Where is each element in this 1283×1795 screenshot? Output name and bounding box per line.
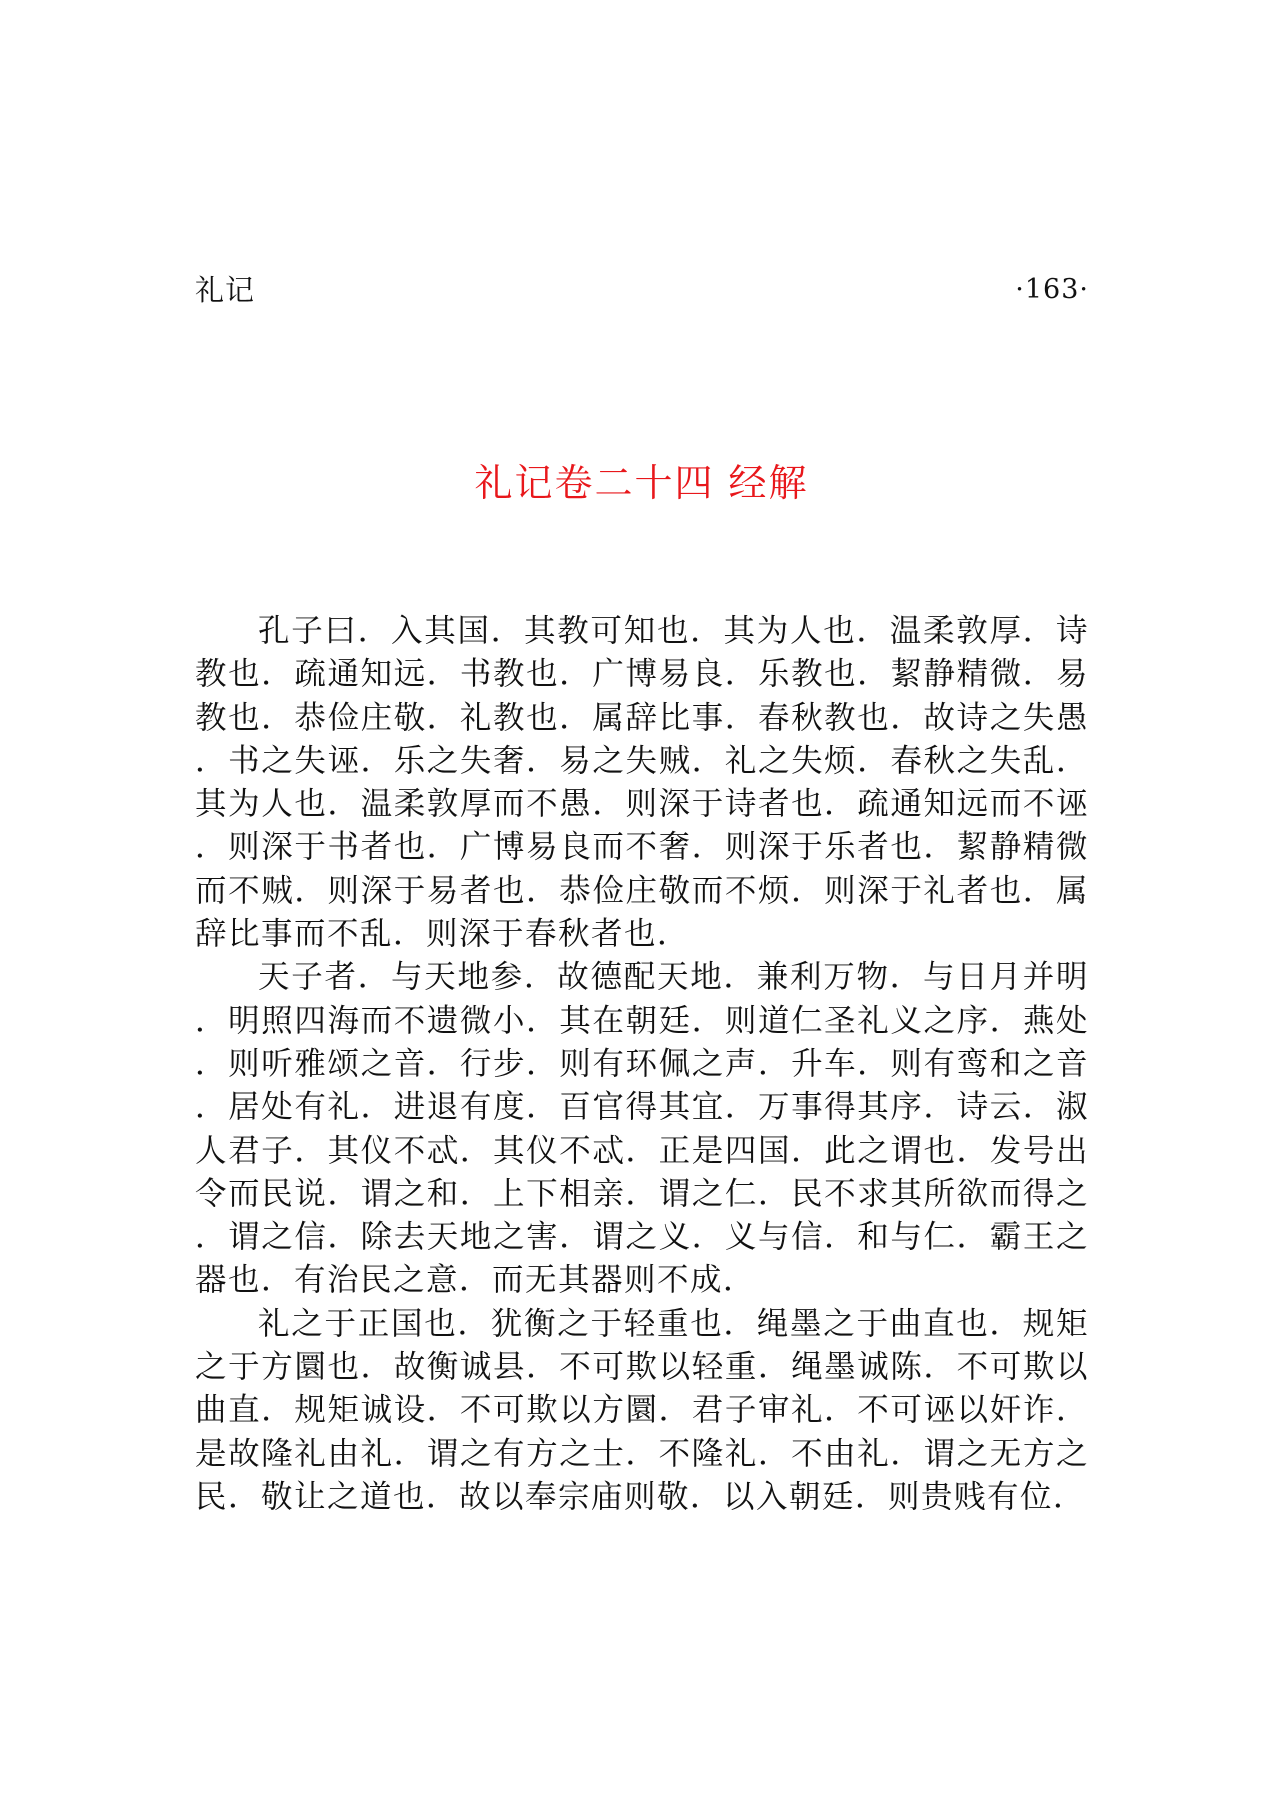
page-number: ·163· <box>1015 274 1089 305</box>
paragraph-1: 孔子曰．入其国．其教可知也．其为人也．温柔敦厚．诗教也．疏通知远．书教也．广博易良．乐教也．絜静精微．易教也．恭俭庄敬．礼教也．属辞比事．春秋教也．故诗之失愚．书之失诬．乐之失奢．易之失贼．礼之失烦．春秋之失乱．其为人也．温柔敦厚而不愚．则深于诗者也．疏通知远而不诬．则深于书者也．广博易良而不奢．则深于乐者也．絜静精微而不贼．则深于易者也．恭俭庄敬而不烦．则深于礼者也．属辞比事而不乱．则深于春秋者也． <box>195 613 1089 953</box>
chapter-title: 礼记卷二十四 经解 <box>474 461 809 505</box>
running-header <box>195 270 1089 310</box>
paragraph-3: 礼之于正国也．犹衡之于轻重也．绳墨之于曲直也．规矩之于方圜也．故衡诚县．不可欺以轻重．绳墨诚陈．不可欺以曲直．规矩诚设．不可欺以方圜．君子审礼．不可诬以奸诈．是故隆礼由礼．谓之有方之士．不隆礼．不由礼．谓之无方之民．敬让之道也．故以奉宗庙则敬．以入朝廷．则贵贱有位． <box>195 1305 1089 1515</box>
book-title: 礼记 <box>195 273 256 307</box>
body-text <box>195 610 1089 1519</box>
paragraph-2: 天子者．与天地参．故德配天地．兼利万物．与日月并明．明照四海而不遗微小．其在朝廷．则道仁圣礼义之序．燕处．则听雅颂之音．行步．则有环佩之声．升车．则有鸾和之音．居处有礼．进退有度．百官得其宜．万事得其序．诗云．淑人君子．其仪不忒．其仪不忒．正是四国．此之谓也．发号出令而民说．谓之和．上下相亲．谓之仁．民不求其所欲而得之．谓之信．除去天地之害．谓之义．义与信．和与仁．霸王之器也．有治民之意．而无其器则不成． <box>195 959 1089 1299</box>
